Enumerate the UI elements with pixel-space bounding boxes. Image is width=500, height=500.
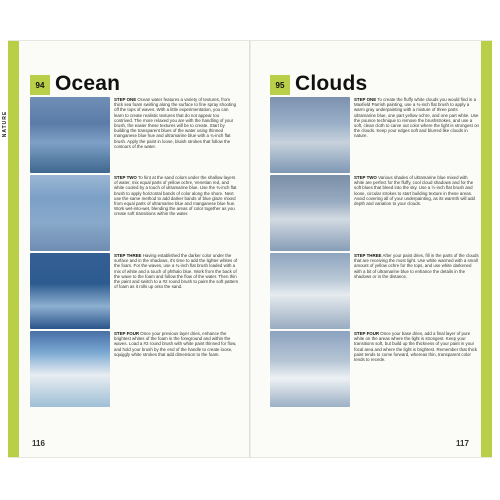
right-step-three-text-block	[354, 253, 479, 279]
right-step-row	[250, 175, 492, 251]
right-page-number: 117	[456, 439, 469, 448]
left-step-row	[8, 253, 250, 329]
right-step-one-text-block	[354, 97, 479, 139]
left-step-description: Having established the darker color under the surface and in the shadows, it's time to add the lighter whites of the foam. For the waves, use a ¾-inch flat brush loaded with a mix of white and a touch of phthalo blue. Work from the back of the wave to the foam and follow the flow of the water. Then thin the paint and switch to a #2 round brush to paint the soft pattern of foam as it rolls up onto the sand.	[114, 253, 239, 290]
left-step-description: Once your previous layer dries, enhance the brightest whites of the foam in the foreground and within the waves. Load a #2 round brush with white paint thinned for flow, and hold your brush by the end of the handle to create loose, squiggly white strokes that add dimension to the foam.	[114, 331, 237, 357]
clouds-step-two-image	[270, 175, 350, 251]
clouds-step-four-image	[270, 331, 350, 407]
left-step-label: STEP TWO	[114, 175, 137, 180]
left-step-one-text-block	[114, 97, 239, 149]
right-step-four-text-block	[354, 331, 479, 362]
left-step-row	[8, 175, 250, 251]
section-tab-label: NATURE	[2, 110, 9, 138]
right-step-label: STEP TWO	[354, 175, 377, 180]
right-topic-number: 95	[270, 75, 290, 95]
left-step-two-text-block	[114, 175, 239, 217]
left-step-label: STEP FOUR	[114, 331, 140, 336]
right-step-row	[250, 253, 492, 329]
right-step-label: STEP THREE	[354, 253, 382, 258]
ocean-step-four-image	[30, 331, 110, 407]
ocean-step-two-image	[30, 175, 110, 251]
clouds-step-three-image	[270, 253, 350, 329]
left-step-label: STEP THREE	[114, 253, 142, 258]
left-topic-number: 94	[30, 75, 50, 95]
right-step-description: Various shades of ultramarine blue mixed with white are perfect for the fluffy, cool cloud shadows and for the soft blues that bleed into the sky. Use a ½-inch flat brush and loose, circular strokes to start building texture in these areas. Avoid covering all of your underpainting, as its warmth will add depth and variation to your clouds.	[354, 175, 475, 207]
right-step-two-text-block	[354, 175, 479, 206]
left-topic-title: Ocean	[55, 72, 121, 95]
left-step-row	[8, 331, 250, 407]
left-step-label: STEP ONE	[114, 97, 137, 102]
ocean-step-three-image	[30, 253, 110, 329]
top-background	[0, 0, 500, 42]
right-step-description: Once your base dries, add a final layer of pure white on the areas where the light is strongest. Keep your transitions soft, but build up the thickness of your paint in your focal area and where the light is brightest. Remember that thick paint tends to come forward, whereas thin, transparent color tends to recede.	[354, 331, 478, 363]
left-page-number: 116	[32, 439, 45, 448]
right-step-row	[250, 97, 492, 173]
left-step-three-text-block	[114, 253, 239, 289]
left-step-four-text-block	[114, 331, 239, 357]
left-step-description: To hint at the sand colors under the shallow layers of water, mix equal parts of yellow ochre, Venetian red, and white cooled by a touch of ultramarine blue. Use the ¾-inch flat brush to apply horizontal bands of color along the shore. Next use the same method to add darker bands of blue glaze mixed from equal parts of ultramarine blue and manganese blue hue. Work wet-into-wet, blending the areas of color together as you create soft transitions within the water.	[114, 175, 237, 217]
right-step-description: After your paint dries, fill in the parts of the clouds that are receiving the most light. Use white warmed with a small amount of yellow ochre for the tops, and use white darkened with a bit of ultramarine blue to enhance the details in the shadows or in the distance.	[354, 253, 479, 279]
left-step-row	[8, 97, 250, 173]
left-page	[8, 41, 250, 457]
right-topic-title: Clouds	[295, 72, 368, 95]
clouds-step-one-image	[270, 97, 350, 173]
left-step-description: Ocean water features a variety of textures, from thick sea foam swirling along the surface to fine spray shooting off the tops of waves. With a little experimentation, you can learn to create realistic textures that do not appear too contrived. The more relaxed you are with the handling of your brush, the easier these textures will be to create. Start by building the transparent blues of the water using thinned manganese blue hue and ultramarine blue with a ¾-inch flat brush. Apply the paint in loose, bluish strokes that follow the contours of the water.	[114, 97, 237, 149]
right-step-label: STEP FOUR	[354, 331, 380, 336]
right-step-row	[250, 331, 492, 407]
right-page	[250, 41, 492, 457]
open-book-spread	[2, 40, 492, 458]
ocean-step-one-image	[30, 97, 110, 173]
right-step-description: To create the fluffy white clouds you would find in a Maxfield Parrish painting, use a ¾-inch flat brush to apply a warm gray underpainting with a mixture of three parts ultramarine blue, one part yellow ochre, and one part white. Use the pounce technique to remove the brushstrokes, and use a soft, clean cloth to carve out color where the light is strongest on the clouds. Keep your edges soft and blurred like clouds in nature.	[354, 97, 479, 139]
right-step-label: STEP ONE	[354, 97, 377, 102]
